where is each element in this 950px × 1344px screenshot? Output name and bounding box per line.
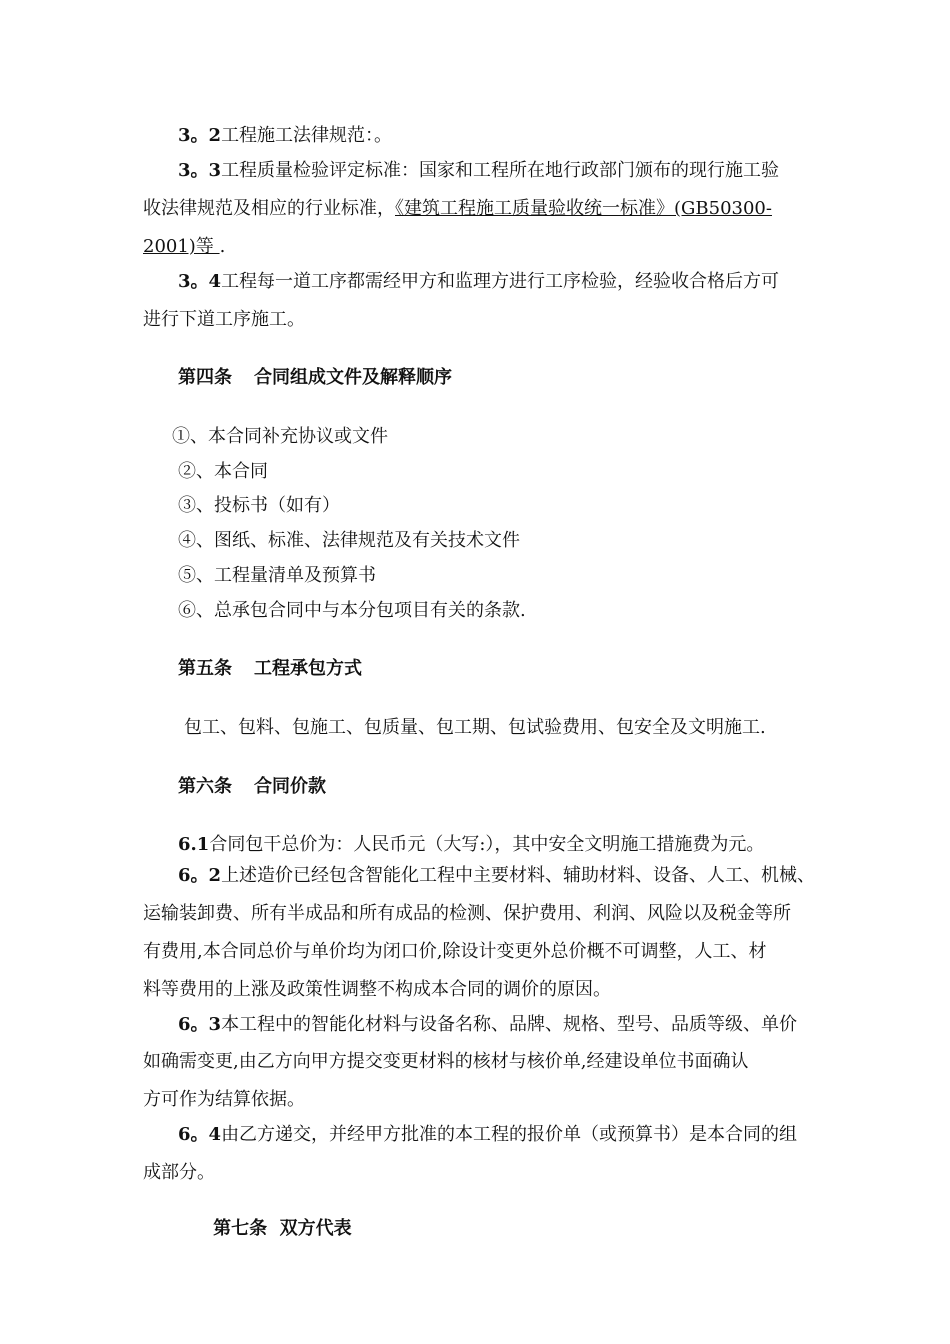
clause-6-4-line1 xyxy=(178,1123,797,1147)
clause-6-4-line2 xyxy=(143,1161,215,1185)
section-6-heading xyxy=(178,775,326,799)
list-item xyxy=(178,494,340,518)
section-title: 合同组成文件及解释顺序 xyxy=(254,367,452,388)
clause-number: 6。3 xyxy=(178,1014,222,1035)
clause-text: 料等费用的上涨及政策性调整不构成本合同的调价的原因。 xyxy=(143,979,611,1000)
list-item xyxy=(178,599,526,623)
section-title: 工程承包方式 xyxy=(254,658,362,679)
list-item-text: ④、图纸、标准、法律规范及有关技术文件 xyxy=(178,530,520,551)
clause-text: 如确需变更,由乙方向甲方提交变更材料的核材与核价单,经建设单位书面确认 xyxy=(143,1051,749,1072)
standard-reference: 2001)等 xyxy=(143,236,220,257)
clause-6-2-line3 xyxy=(143,940,766,964)
section-number: 第六条 xyxy=(178,776,232,797)
clause-text: 工程每一道工序都需经甲方和监理方进行工序检验，经验收合格后方可 xyxy=(221,271,780,292)
clause-3-3-line2 xyxy=(143,197,772,221)
clause-text: 本工程中的智能化材料与设备名称、品牌、规格、型号、品质等级、单价 xyxy=(221,1014,798,1035)
clause-text: 收法律规范及相应的行业标准， xyxy=(143,198,395,219)
section-5-text xyxy=(184,716,766,740)
clause-number: 6。2 xyxy=(178,865,222,886)
section-5-heading xyxy=(178,657,362,681)
clause-number: 3。4 xyxy=(178,271,222,292)
list-item-text: ⑤、工程量清单及预算书 xyxy=(178,565,376,586)
clause-text: 由乙方递交，并经甲方批准的本工程的报价单（或预算书）是本合同的组 xyxy=(221,1124,798,1145)
clause-6-3-line3 xyxy=(143,1088,305,1112)
clause-text: 上述造价已经包含智能化工程中主要材料、辅助材料、设备、人工、机械、 xyxy=(221,865,816,886)
clause-6-1 xyxy=(178,833,764,857)
list-item xyxy=(178,564,376,588)
clause-3-4-line1 xyxy=(178,270,779,294)
clause-3-4-line2 xyxy=(143,308,305,332)
section-4-heading xyxy=(178,366,452,390)
clause-text: 运输装卸费、所有半成品和所有成品的检测、保护费用、利润、风险以及税金等所 xyxy=(143,903,791,924)
clause-text: 合同包干总价为：人民币元（大写:），其中安全文明施工措施费为元。 xyxy=(209,834,765,855)
paragraph-text: 包工、包料、包施工、包质量、包工期、包试验费用、包安全及文明施工. xyxy=(184,717,766,738)
clause-text: 有费用,本合同总价与单价均为闭口价,除设计变更外总价概不可调整，人工、材 xyxy=(143,941,767,962)
list-item xyxy=(178,529,520,553)
section-title: 第七条 双方代表 xyxy=(213,1218,352,1239)
list-item xyxy=(178,460,268,484)
list-item-text: ③、投标书（如有） xyxy=(178,495,340,516)
clause-6-2-line4 xyxy=(143,978,611,1002)
clause-number: 3。2 xyxy=(178,125,222,146)
section-title: 合同价款 xyxy=(254,776,326,797)
clause-6-3-line2 xyxy=(143,1050,748,1074)
standard-reference: 《建筑工程施工质量验收统一标准》(GB50300- xyxy=(395,198,772,219)
list-item-text: ②、本合同 xyxy=(178,461,268,482)
clause-number: 6.1 xyxy=(178,834,210,855)
clause-number: 3。3 xyxy=(178,160,222,181)
clause-text: 方可作为结算依据。 xyxy=(143,1089,305,1110)
clause-text: 进行下道工序施工。 xyxy=(143,309,305,330)
clause-3-3-line1 xyxy=(178,159,779,183)
clause-text: 成部分。 xyxy=(143,1162,215,1183)
section-number: 第五条 xyxy=(178,658,232,679)
list-item-text: ⑥、总承包合同中与本分包项目有关的条款. xyxy=(178,600,526,621)
section-7-heading xyxy=(188,1193,352,1265)
clause-number: 6。4 xyxy=(178,1124,222,1145)
section-number: 第四条 xyxy=(178,367,232,388)
clause-text: 工程施工法律规范：。 xyxy=(221,125,393,146)
clause-6-3-line1 xyxy=(178,1013,797,1037)
list-item xyxy=(172,425,388,449)
list-item-text: ①、本合同补充协议或文件 xyxy=(172,426,388,447)
clause-3-3-line3 xyxy=(143,235,225,259)
clause-3-2 xyxy=(178,124,392,148)
clause-6-2-line2 xyxy=(143,902,791,926)
clause-text: . xyxy=(219,236,226,257)
clause-6-2-line1 xyxy=(178,864,815,888)
clause-text: 工程质量检验评定标准：国家和工程所在地行政部门颁布的现行施工验 xyxy=(221,160,780,181)
